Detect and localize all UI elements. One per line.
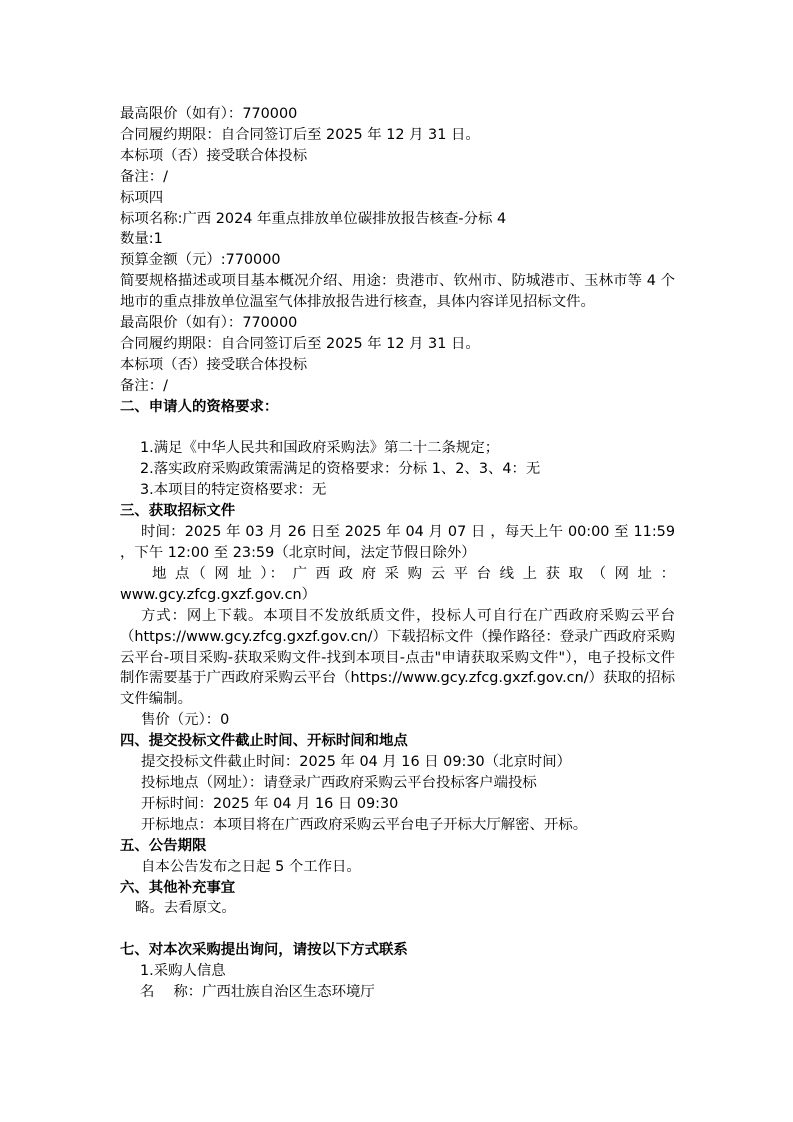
lot4-contract-period: 合同履约期限：自合同签订后至 2025 年 12 月 31 日。: [120, 335, 480, 352]
section4-title: 四、提交投标文件截止时间、开标时间和地点: [120, 733, 408, 750]
section3-title: 三、获取招标文件: [120, 503, 236, 520]
lot4-consortium: 本标项（否）接受联合体投标: [120, 356, 308, 373]
acquisition-method: 方式：网上下载。本项目不发放纸质文件，投标人可自行在广西政府采购云平台（https://www.gcy.zfcg.gxzf.gov.cn/）下载招标文件（操作路径：登录广西政府采购云平台-项目采购-获取采购文件-找到本项目-点击"申请获取采购文件"），电子投标文件制作需要基于广西政府采购云平台（https://www.gcy.zfcg.gxzf.gov.cn/）获取的招标文件编制。: [120, 607, 675, 708]
purchaser-name: 名 称：广西壮族自治区生态环境厅: [140, 984, 375, 1001]
lot4-heading: 标项四: [120, 189, 164, 206]
section6-title: 六、其他补充事宜: [120, 879, 236, 896]
acquisition-location-url: www.gcy.zfcg.gxzf.gov.cn）: [120, 586, 317, 603]
lot4-budget: 预算金额（元）:770000: [120, 252, 281, 269]
lot4-max-price: 最高限价（如有）：770000: [120, 315, 298, 332]
lot3-contract-period: 合同履约期限：自合同签订后至 2025 年 12 月 31 日。: [120, 126, 480, 143]
blank-line: [120, 919, 675, 940]
section7-title: 七、对本次采购提出询问，请按以下方式联系: [120, 942, 408, 959]
lot3-remark: 备注：/: [120, 168, 169, 185]
qualification-item-2: 2.落实政府采购政策需满足的资格要求：分标 1、2、3、4：无: [140, 461, 541, 478]
lot4-remark: 备注：/: [120, 377, 169, 394]
qualification-item-1: 1.满足《中华人民共和国政府采购法》第二十二条规定；: [140, 440, 500, 457]
lot4-name: 标项名称:广西 2024 年重点排放单位碳排放报告核查-分标 4: [120, 210, 507, 227]
lot4-quantity: 数量:1: [120, 231, 163, 248]
lot4-description: 简要规格描述或项目基本概况介绍、用途：贵港市、钦州市、防城港市、玉林市等 4 个地市的重点排放单位温室气体排放报告进行核查，具体内容详见招标文件。: [120, 273, 675, 311]
document-page: [120, 104, 675, 1003]
bid-location: 投标地点（网址）：请登录广西政府采购云平台投标客户端投标: [141, 774, 537, 791]
opening-time: 开标时间：2025 年 04 月 16 日 09:30: [141, 795, 399, 812]
supplementary-text: 略。去看原文。: [135, 900, 236, 917]
section2-title: 二、申请人的资格要求：: [120, 398, 279, 415]
acquisition-time: 时间：2025 年 03 月 26 日至 2025 年 04 月 07 日 ，每天上午 00:00 至 11:59 ，下午 12:00 至 23:59（北京时间，法定节假日除外）: [120, 524, 675, 562]
lot3-max-price: 最高限价（如有）：770000: [120, 106, 298, 122]
lot3-consortium: 本标项（否）接受联合体投标: [120, 147, 308, 164]
opening-location: 开标地点：本项目将在广西政府采购云平台电子开标大厅解密、开标。: [141, 816, 588, 833]
qualification-item-3: 3.本项目的特定资格要求：无: [140, 482, 327, 499]
blank-line: [120, 418, 675, 439]
purchaser-heading: 1.采购人信息: [140, 963, 226, 980]
announcement-period: 自本公告发布之日起 5 个工作日。: [141, 858, 361, 875]
section5-title: 五、公告期限: [120, 837, 207, 854]
document-price: 售价（元）：0: [141, 712, 230, 729]
bid-deadline: 提交投标文件截止时间：2025 年 04 月 16 日 09:30（北京时间）: [141, 754, 571, 771]
acquisition-location: 地 点（ 网 址 ）： 广 西 政 府 采 购 云 平 台 线 上 获 取 （ 网 址 ：: [152, 565, 675, 582]
